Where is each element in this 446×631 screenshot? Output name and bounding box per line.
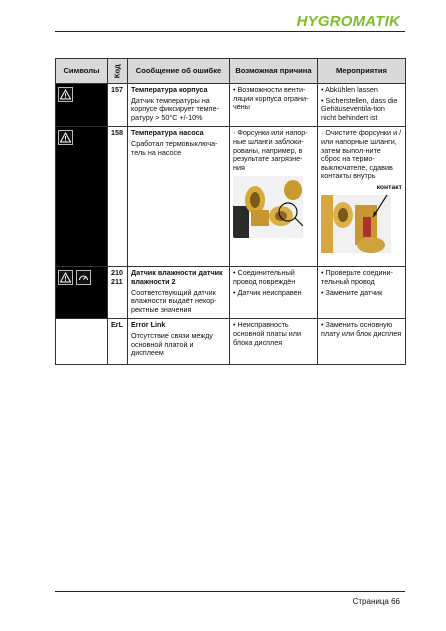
- table-row: [56, 319, 406, 365]
- warning-icon: [58, 270, 73, 285]
- symbol-cell: [56, 84, 108, 127]
- cause-item: · Форсунки или напор-ные шланги заблоки-рованы, например, в результате загрязне-ния: [233, 128, 308, 172]
- message-cell: [128, 319, 230, 365]
- warning-icon: [58, 87, 73, 102]
- footer-rule: [55, 591, 405, 592]
- message-desc: Датчик температуры на корпусе фиксирует темпе-ратуру > 50°C +/-10%: [131, 95, 219, 122]
- action-item: • Заменить основную плату или блок дисплея: [321, 320, 402, 338]
- action-item: • Проверьте соедини-тельный провод: [321, 268, 393, 286]
- code-cell: ErL: [108, 319, 128, 365]
- actions-cell: [318, 84, 406, 127]
- contact-label: контакт: [376, 183, 402, 191]
- action-item: • Sicherstellen, dass die Gehäuseventila-tion nicht behindert ist: [321, 95, 398, 122]
- message-title: Error Link: [131, 320, 166, 330]
- thermoswitch-photo: [321, 195, 391, 257]
- page-number: Страница 66: [352, 597, 400, 606]
- message-title: Датчик влажности датчик влажности 2: [131, 268, 223, 286]
- table-row: [56, 84, 406, 127]
- pump-nozzle-photo: [233, 176, 303, 238]
- cause-item: • Датчик неисправен: [233, 287, 302, 297]
- actions-cell: [318, 319, 406, 365]
- message-title: Температура корпуса: [131, 85, 208, 94]
- message-cell: [128, 267, 230, 319]
- header-symbols: Символы: [56, 59, 108, 84]
- warning-icon: [58, 130, 73, 145]
- table-row: [56, 127, 406, 267]
- header-cause: Возможная причина: [230, 59, 318, 84]
- actions-cell: [318, 267, 406, 319]
- message-title: Температура насоса: [131, 128, 204, 138]
- cause-cell: [230, 127, 318, 267]
- message-desc: Сработал термовыключа-тель на насосе: [131, 138, 218, 157]
- table-row: [56, 267, 406, 319]
- code-cell: 157: [108, 84, 128, 127]
- header-rule: [55, 31, 405, 32]
- logo-matik: MATIK: [352, 13, 400, 30]
- cause-cell: [230, 267, 318, 319]
- header-code: Код: [108, 59, 128, 84]
- cause-item: • Неисправность основной платы или блока дисплея: [233, 320, 301, 347]
- logo-hygro: HYGRO: [296, 13, 353, 30]
- symbol-cell: [56, 319, 108, 365]
- message-cell: [128, 127, 230, 267]
- symbol-cell: [56, 267, 108, 319]
- gauge-icon: [76, 270, 91, 285]
- code-cell: 210 211: [108, 267, 128, 319]
- action-item: • Замените датчик: [321, 287, 383, 297]
- action-item: · Очистите форсунки и / или напорные шланги, затем выпол-ните сброс на термо-выключателе, сдавив контакты внутрь: [321, 128, 402, 181]
- table-header-row: [56, 59, 406, 84]
- cause-cell: [230, 84, 318, 127]
- message-desc: Соответствующий датчик влажности выдаёт некор-ректные значения: [131, 287, 217, 314]
- message-cell: [128, 84, 230, 127]
- cause-cell: [230, 319, 318, 365]
- cause-item: • Соединительный провод повреждён: [233, 268, 296, 286]
- header-message: Сообщение об ошибке: [128, 59, 230, 84]
- cause-item: • Возможности венти-ляции корпуса ограни-чены: [233, 85, 309, 112]
- header-actions: Мероприятия: [318, 59, 406, 84]
- code-cell: 158: [108, 127, 128, 267]
- actions-cell: [318, 127, 406, 267]
- symbol-cell: [56, 127, 108, 267]
- action-item: • Abkühlen lassen: [321, 85, 378, 94]
- brand-logo: [297, 13, 400, 30]
- error-table: [55, 58, 406, 365]
- message-desc: Отсутствие связи между основной платой и дисплеем: [131, 330, 213, 358]
